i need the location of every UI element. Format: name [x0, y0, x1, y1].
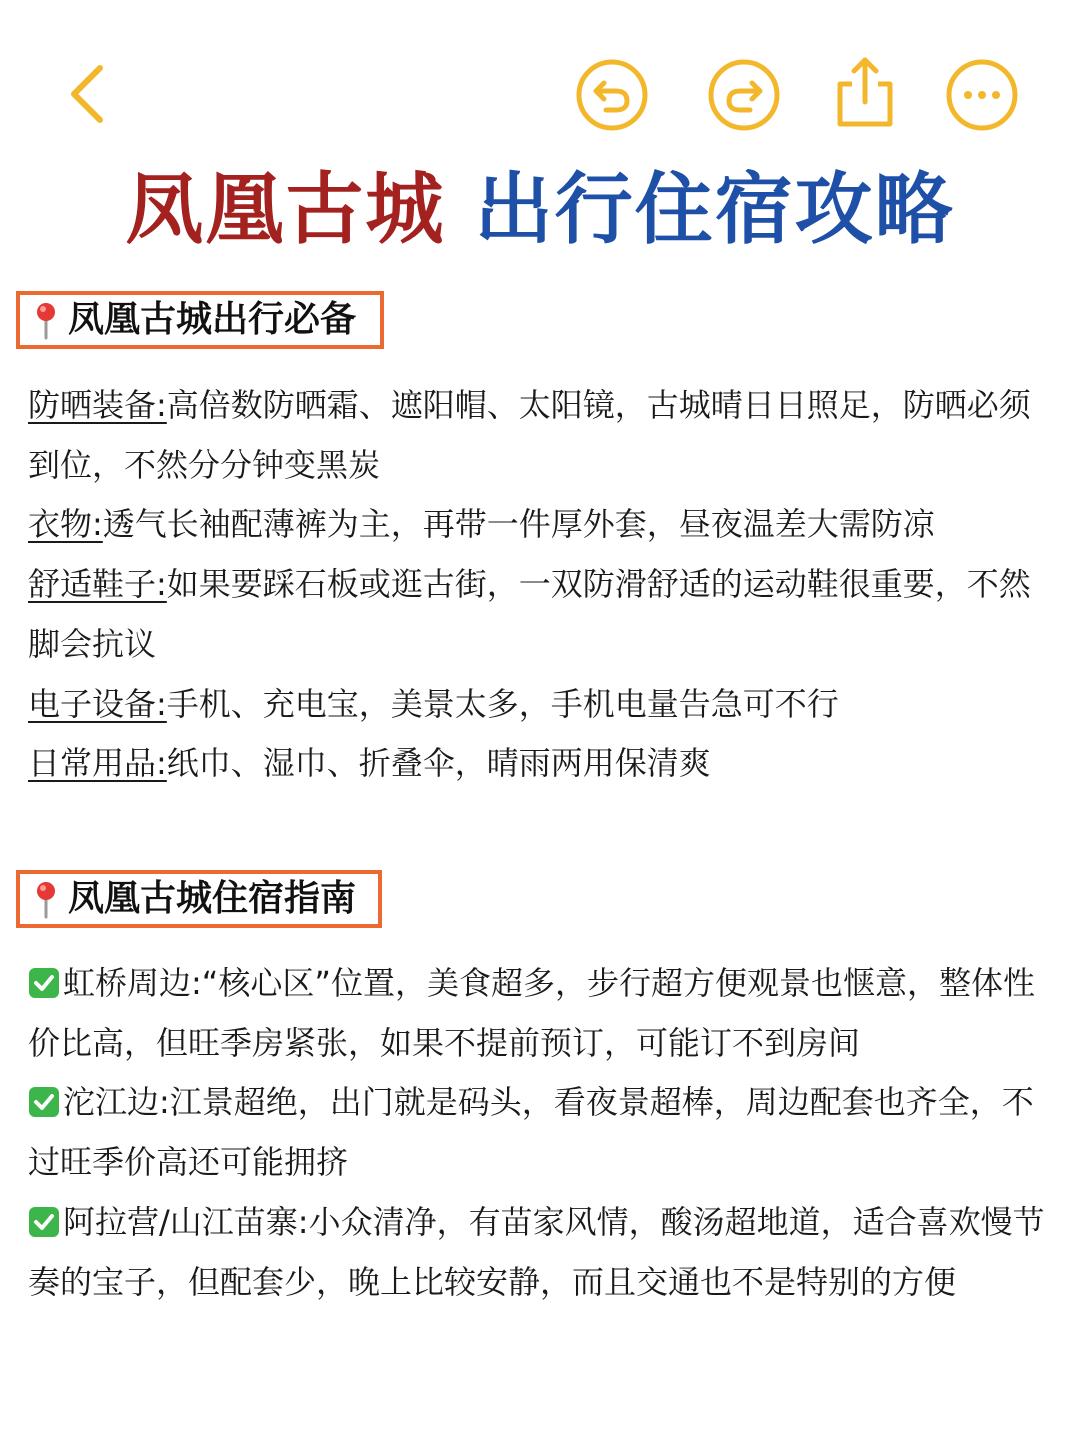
share-button[interactable] — [830, 52, 900, 132]
back-button[interactable] — [56, 56, 126, 132]
item-term: 衣物: — [28, 505, 103, 544]
title-place: 凤凰古城 — [125, 165, 446, 255]
item-text: 沱江边:江景超绝，出门就是码头，看夜景超棒，周边配套也齐全，不过旺季价高还可能拥挤 — [28, 1083, 1034, 1182]
list-item — [28, 495, 1052, 555]
section-heading-label: 凤凰古城住宿指南 — [68, 878, 357, 919]
item-term: 电子设备: — [28, 684, 167, 723]
list-item — [28, 734, 1052, 794]
list-item — [28, 376, 1052, 495]
pin-icon — [30, 300, 62, 340]
redo-button[interactable] — [706, 57, 782, 133]
list-item — [28, 1193, 1052, 1312]
undo-icon — [574, 57, 650, 133]
chevron-left-icon — [56, 56, 126, 132]
pin-icon — [30, 879, 62, 919]
item-text: 虹桥周边:“核心区”位置，美食超多，步行超方便观景也惬意，整体性价比高，但旺季房紧张，如果不提前预订，可能订不到房间 — [28, 964, 1035, 1062]
redo-icon — [706, 57, 782, 133]
item-text: 透气长袖配薄裤为主，再带一件厚外套，昼夜温差大需防凉 — [102, 505, 935, 544]
item-text: 阿拉营/山江苗寨:小众清净，有苗家风情，酸汤超地道，适合喜欢慢节奏的宝子，但配套少，晚上比较安静，而且交通也不是特别的方便 — [28, 1202, 1045, 1301]
more-options-button[interactable] — [944, 57, 1020, 133]
list-item — [28, 1073, 1052, 1192]
section-heading-essentials — [16, 291, 384, 349]
undo-button[interactable] — [574, 57, 650, 133]
check-mark-icon — [28, 1086, 60, 1118]
check-mark-icon — [28, 1206, 60, 1238]
item-text: 手机、充电宝，美景太多，手机电量告急可不行 — [166, 684, 839, 723]
item-text: 高倍数防晒霜、遮阳帽、太阳镜，古城晴日日照足，防晒必须到位，不然分分钟变黑炭 — [28, 386, 1031, 484]
title-topic: 出行住宿攻略 — [474, 165, 955, 255]
item-term: 日常用品: — [28, 744, 167, 783]
list-item — [28, 675, 1052, 735]
list-item — [28, 954, 1052, 1073]
list-item — [28, 555, 1052, 674]
check-mark-icon — [28, 967, 60, 999]
item-text: 纸巾、湿巾、折叠伞，晴雨两用保清爽 — [166, 744, 711, 783]
section-heading-label: 凤凰古城出行必备 — [68, 299, 357, 340]
page-title — [0, 160, 1080, 260]
more-icon — [944, 57, 1020, 133]
lodging-list — [28, 954, 1052, 1312]
top-toolbar — [0, 0, 1080, 180]
item-term: 舒适鞋子: — [28, 565, 167, 604]
item-text: 如果要踩石板或逛古街，一双防滑舒适的运动鞋很重要，不然脚会抗议 — [28, 565, 1031, 663]
essentials-list — [28, 376, 1052, 794]
section-heading-lodging — [16, 870, 382, 928]
item-term: 防晒装备: — [28, 386, 167, 424]
share-icon — [830, 52, 900, 132]
